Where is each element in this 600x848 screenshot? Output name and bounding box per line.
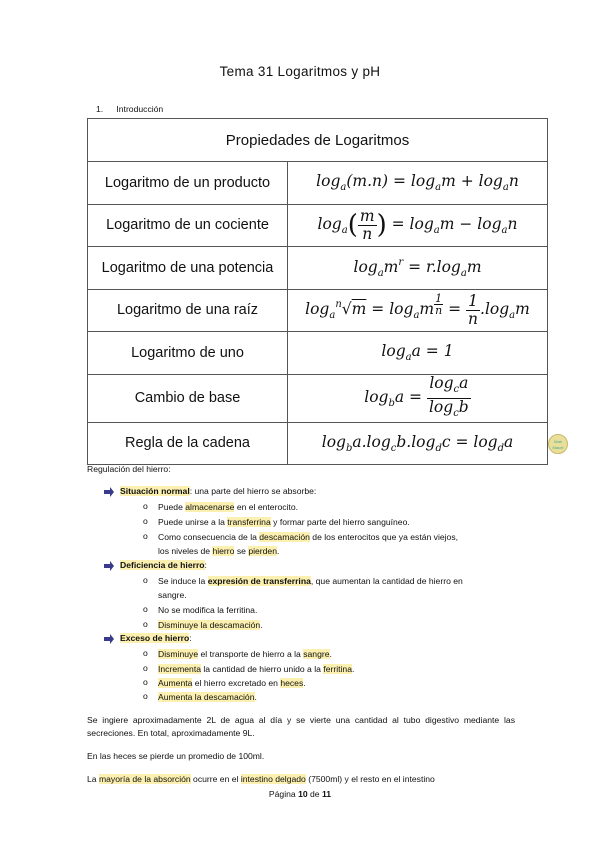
circle-bullet-icon: o xyxy=(143,516,148,526)
list-item: Incrementa la cantidad de hierro unido a la ferritina. xyxy=(158,664,355,674)
table-row xyxy=(88,204,548,247)
table-row xyxy=(88,332,548,375)
list-item-continued: los niveles de hierro se pierden. xyxy=(158,546,280,556)
section-number: 1. xyxy=(96,104,104,114)
watermark-logo: Mab Mauel xyxy=(548,434,568,454)
formula-product: $\log_a(m.n) = \log_am + \log_an$ xyxy=(316,172,519,194)
normal-rest: : una parte del hierro se absorbe: xyxy=(189,486,317,496)
formula-power: $\log_am^r = r.\log_am$ xyxy=(353,256,482,279)
normal-heading xyxy=(120,486,316,496)
row-formula xyxy=(288,162,548,205)
section-label: Introducción xyxy=(116,104,164,114)
row-formula xyxy=(288,332,548,375)
row-formula xyxy=(288,247,548,290)
row-label: Logaritmo de uno xyxy=(88,332,288,375)
row-formula xyxy=(288,204,548,247)
circle-bullet-icon: o xyxy=(143,531,148,541)
list-item: Aumenta el hierro excretado en heces. xyxy=(158,678,306,688)
list-item: Disminuye el transporte de hierro a la sangre. xyxy=(158,649,332,659)
table-row xyxy=(88,162,548,205)
table-row xyxy=(88,422,548,465)
table-row xyxy=(88,374,548,422)
circle-bullet-icon: o xyxy=(143,677,148,687)
circle-bullet-icon: o xyxy=(143,691,148,701)
formula-root: $\log_a^n√m = \log_am$ $^{\frac{1}{n}}$ = $\frac{1}{n}$ $.\log_am$ xyxy=(305,291,530,328)
paragraph-feces: En las heces se pierde un promedio de 100ml. xyxy=(87,751,265,761)
formula-change-base: $\log_ba$ = $\frac{\log_ca}{\log_cb}$ xyxy=(364,373,469,419)
excess-heading xyxy=(120,633,192,643)
logarithm-properties-table xyxy=(87,118,548,465)
section-heading xyxy=(96,104,163,114)
list-item: Disminuye la descamación. xyxy=(158,620,263,630)
list-item: Como consecuencia de la descamación de los enterocitos que ya están viejos, xyxy=(158,532,459,542)
row-formula xyxy=(288,422,548,465)
row-formula xyxy=(288,289,548,332)
iron-heading: Regulación del hierro: xyxy=(87,464,171,474)
list-item: Se induce la expresión de transferrina, que aumentan la cantidad de hierro en xyxy=(158,576,463,586)
table-header: Propiedades de Logaritmos xyxy=(88,119,548,162)
circle-bullet-icon: o xyxy=(143,648,148,658)
page-footer: Página 10 de 11 xyxy=(268,789,332,799)
circle-bullet-icon: o xyxy=(143,501,148,511)
circle-bullet-icon: o xyxy=(143,575,148,585)
row-label: Logaritmo de un cociente xyxy=(88,204,288,247)
excess-title: Exceso de hierro xyxy=(120,633,190,643)
list-item: No se modifica la ferritina. xyxy=(158,605,258,615)
normal-title: Situación normal xyxy=(120,486,190,496)
row-label: Logaritmo de una raíz xyxy=(88,289,288,332)
formula-chain: $\log_ba.\log_cb.\log_dc = \log_da$ xyxy=(321,432,514,454)
list-item: Puede almacenarse en el enterocito. xyxy=(158,502,298,512)
row-label: Cambio de base xyxy=(88,374,288,422)
formula-one: $\log_aa = 1$ xyxy=(381,342,454,364)
circle-bullet-icon: o xyxy=(143,619,148,629)
list-item: Puede unirse a la transferrina y formar parte del hierro sanguíneo. xyxy=(158,517,410,527)
circle-bullet-icon: o xyxy=(143,604,148,614)
row-formula xyxy=(288,374,548,422)
paragraph-water: Se ingiere aproximadamente 2L de agua al día y se vierte una cantidad al tubo digestivo mediante las secreciones. En total, aproximadamente 9L. xyxy=(87,715,515,738)
row-label: Logaritmo de una potencia xyxy=(88,247,288,290)
row-label: Regla de la cadena xyxy=(88,422,288,465)
list-item: Aumenta la descamación. xyxy=(158,692,257,702)
deficiency-heading xyxy=(120,560,207,570)
circle-bullet-icon: o xyxy=(143,663,148,673)
list-item-continued: sangre. xyxy=(158,590,187,600)
excess-rest: : xyxy=(189,633,192,643)
paragraph-absorption: La mayoría de la absorción ocurre en el intestino delgado (7500ml) y el resto en el intestino xyxy=(87,774,435,784)
arrow-bullet-icon xyxy=(104,487,114,497)
deficiency-title: Deficiencia de hierro xyxy=(120,560,205,570)
arrow-bullet-icon xyxy=(104,634,114,644)
table-row xyxy=(88,289,548,332)
deficiency-rest: : xyxy=(204,560,207,570)
formula-quotient: $\log_a$( $\frac{m}{n}$ ) = $\log_am - \log_an$ xyxy=(317,206,518,243)
arrow-bullet-icon xyxy=(104,561,114,571)
table-row xyxy=(88,247,548,290)
page-title: Tema 31 Logaritmos y pH xyxy=(219,64,381,79)
row-label: Logaritmo de un producto xyxy=(88,162,288,205)
